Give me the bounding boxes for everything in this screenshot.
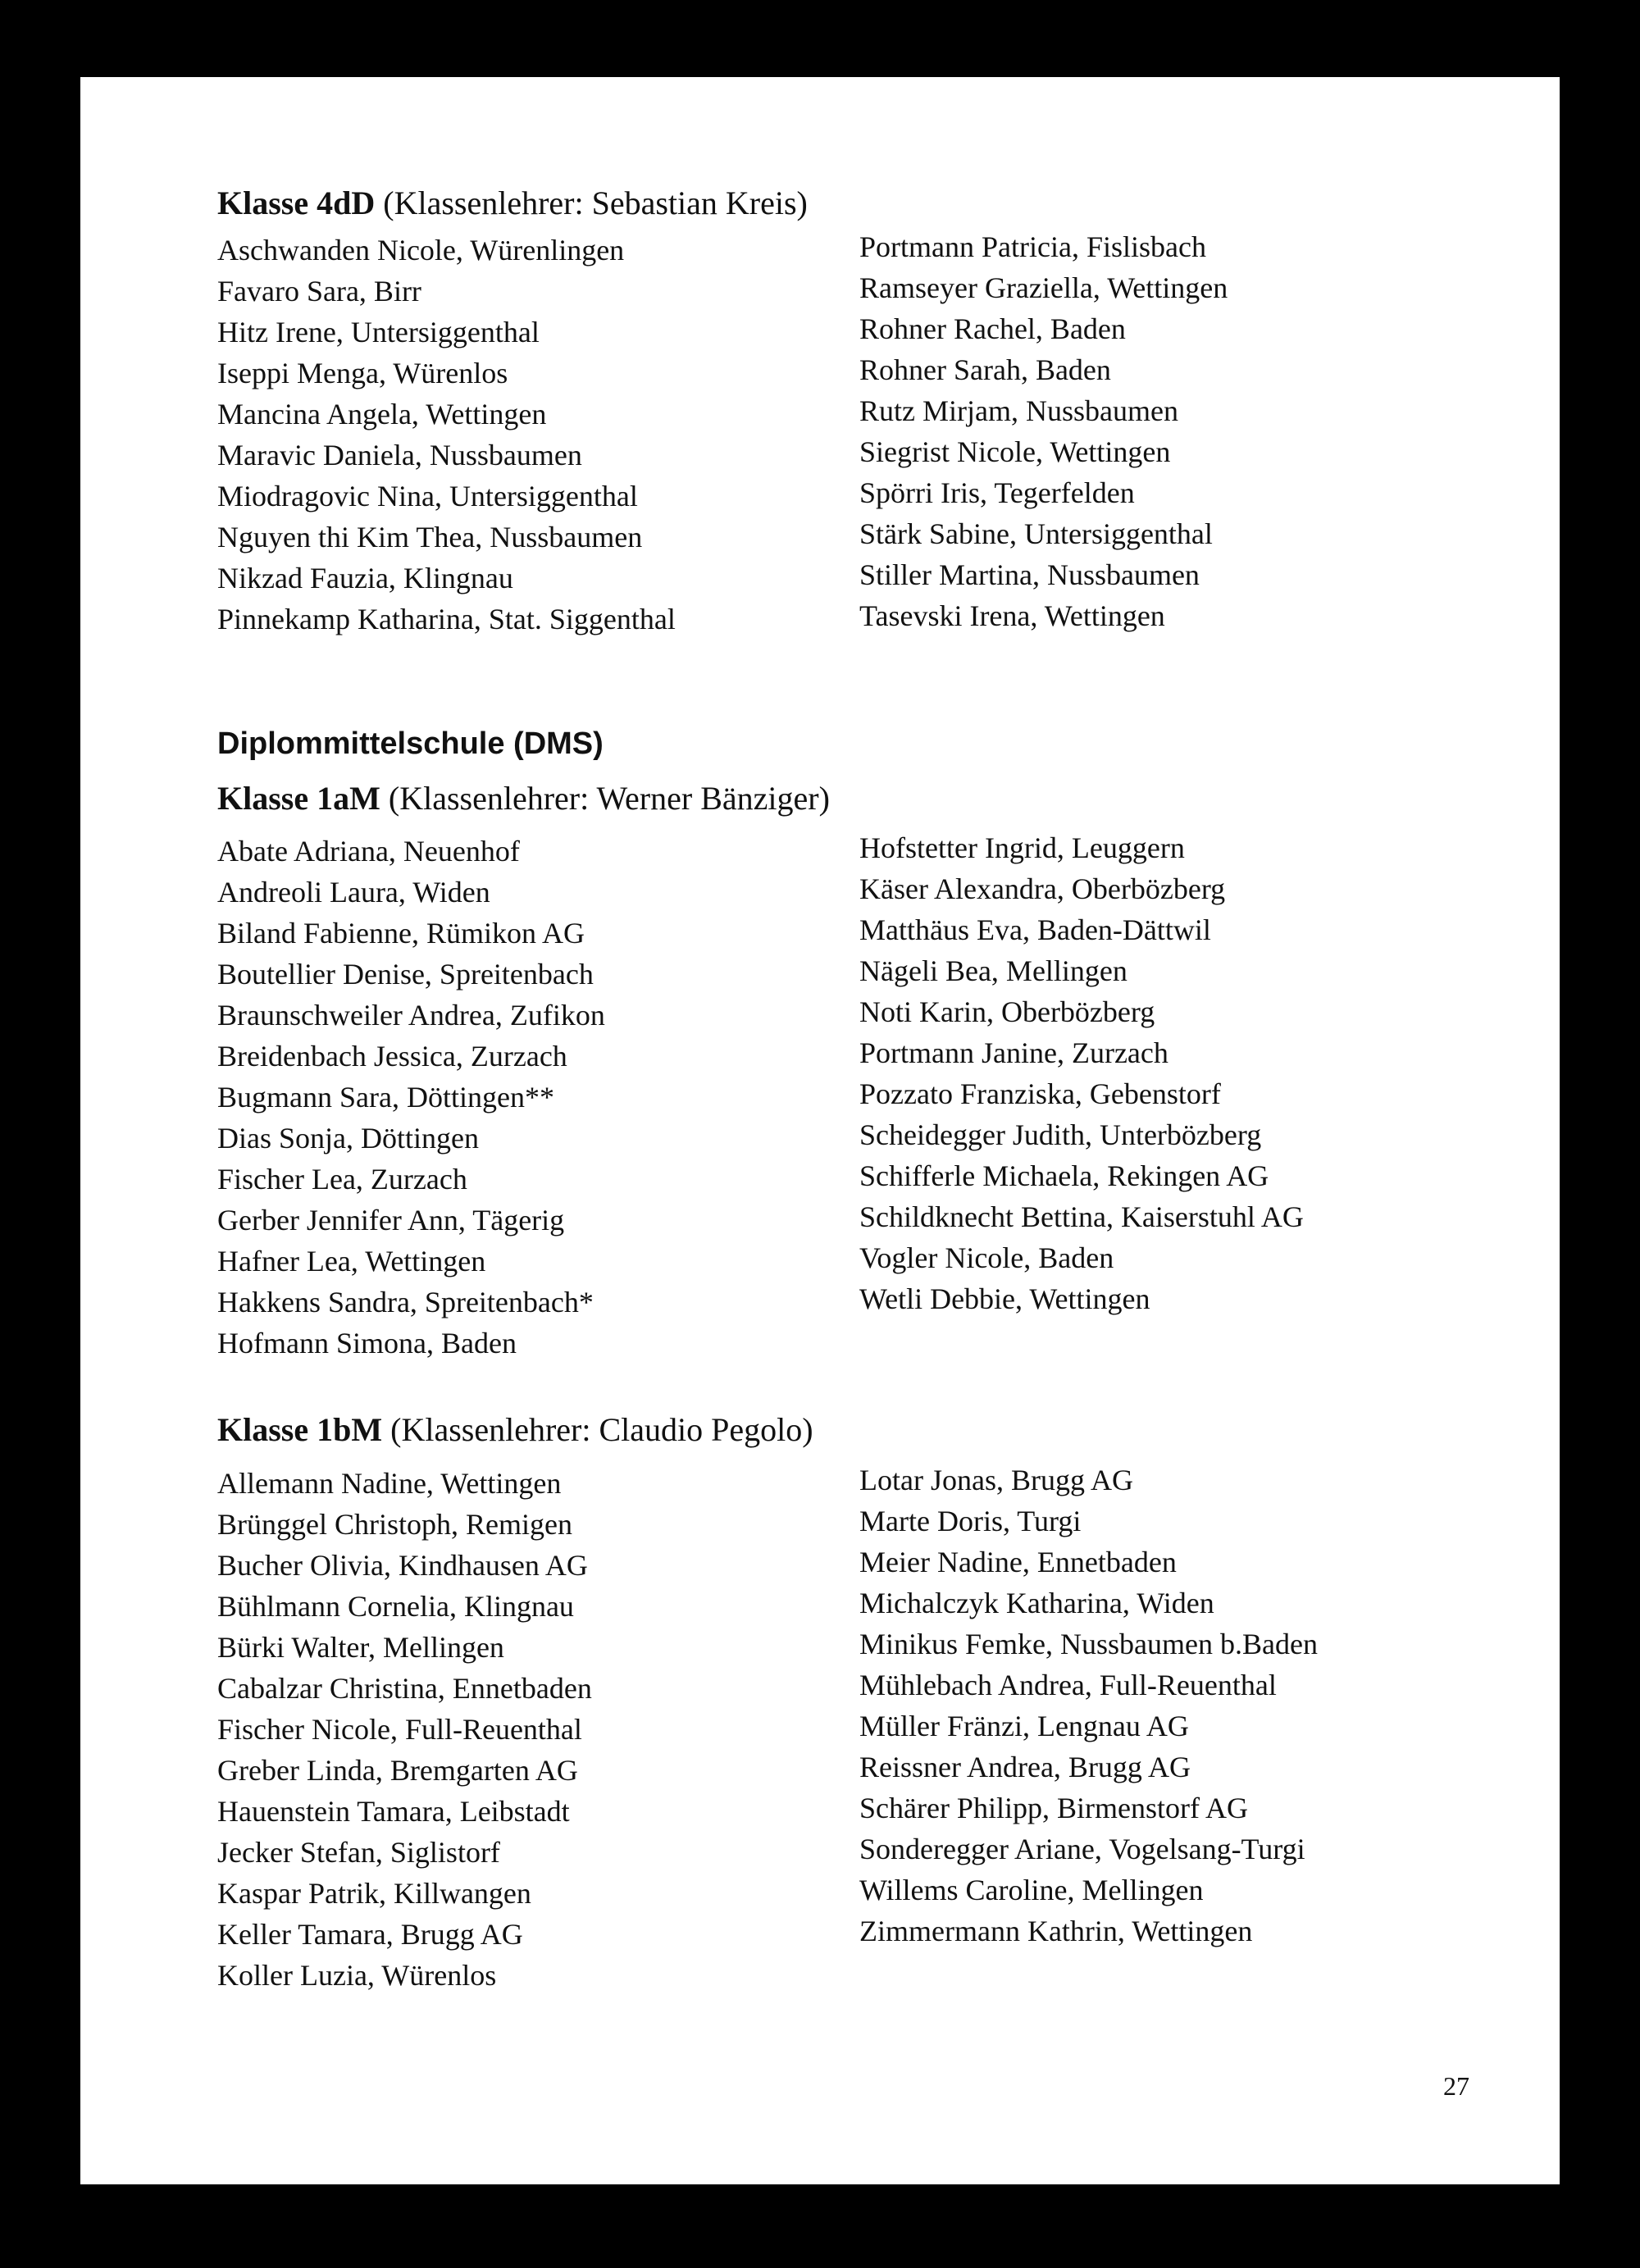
student-entry: Dias Sonja, Döttingen (217, 1122, 479, 1154)
student-entry: Schildknecht Bettina, Kaiserstuhl AG (859, 1200, 1304, 1233)
student-entry: Wetli Debbie, Wettingen (859, 1282, 1150, 1315)
student-entry: Bugmann Sara, Döttingen** (217, 1081, 554, 1114)
student-entry: Käser Alexandra, Oberbözberg (859, 872, 1226, 905)
student-list-right (859, 226, 1228, 636)
student-list-left (217, 230, 676, 640)
student-entry: Reissner Andrea, Brugg AG (859, 1751, 1191, 1783)
student-entry: Minikus Femke, Nussbaumen b.Baden (859, 1628, 1318, 1660)
class-name: Klasse 4dD (217, 184, 376, 221)
student-entry: Portmann Janine, Zurzach (859, 1036, 1168, 1069)
student-entry: Siegrist Nicole, Wettingen (859, 435, 1171, 468)
student-entry: Scheidegger Judith, Unterbözberg (859, 1118, 1262, 1151)
student-entry: Iseppi Menga, Würenlos (217, 357, 508, 389)
student-entry: Stärk Sabine, Untersiggenthal (859, 517, 1213, 550)
student-entry: Müller Fränzi, Lengnau AG (859, 1710, 1189, 1742)
class-teacher: (Klassenlehrer: Sebastian Kreis) (383, 184, 808, 221)
student-entry: Allemann Nadine, Wettingen (217, 1467, 562, 1500)
student-entry: Hitz Irene, Untersiggenthal (217, 316, 540, 348)
student-entry: Nguyen thi Kim Thea, Nussbaumen (217, 521, 643, 553)
student-entry: Pozzato Franziska, Gebenstorf (859, 1077, 1221, 1110)
student-entry: Breidenbach Jessica, Zurzach (217, 1040, 567, 1073)
student-list-left (217, 831, 605, 1364)
student-entry: Keller Tamara, Brugg AG (217, 1918, 523, 1951)
student-entry: Michalczyk Katharina, Widen (859, 1587, 1214, 1619)
student-entry: Meier Nadine, Ennetbaden (859, 1546, 1177, 1578)
student-entry: Rohner Sarah, Baden (859, 353, 1111, 386)
student-entry: Favaro Sara, Birr (217, 275, 421, 307)
student-entry: Zimmermann Kathrin, Wettingen (859, 1915, 1253, 1947)
student-entry: Pinnekamp Katharina, Stat. Siggenthal (217, 603, 676, 635)
page-number: 27 (1443, 2071, 1469, 2101)
student-entry: Ramseyer Graziella, Wettingen (859, 271, 1228, 304)
section-title: Diplommittelschule (DMS) (217, 726, 604, 761)
student-entry: Mancina Angela, Wettingen (217, 398, 547, 430)
class-heading (217, 1410, 813, 1449)
student-entry: Noti Karin, Oberbözberg (859, 995, 1155, 1028)
student-entry: Bürki Walter, Mellingen (217, 1631, 504, 1664)
student-entry: Kaspar Patrik, Killwangen (217, 1877, 531, 1910)
student-entry: Biland Fabienne, Rümikon AG (217, 917, 585, 950)
student-entry: Willems Caroline, Mellingen (859, 1874, 1204, 1906)
student-entry: Andreoli Laura, Widen (217, 876, 490, 909)
student-entry: Hofmann Simona, Baden (217, 1327, 517, 1359)
student-entry: Portmann Patricia, Fislisbach (859, 230, 1206, 263)
student-entry: Bucher Olivia, Kindhausen AG (217, 1549, 588, 1582)
student-entry: Schärer Philipp, Birmenstorf AG (859, 1792, 1248, 1824)
class-name: Klasse 1aM (217, 780, 380, 817)
student-entry: Jecker Stefan, Siglistorf (217, 1836, 500, 1869)
student-entry: Bühlmann Cornelia, Klingnau (217, 1590, 574, 1623)
student-entry: Fischer Lea, Zurzach (217, 1163, 467, 1195)
student-entry: Gerber Jennifer Ann, Tägerig (217, 1204, 565, 1236)
student-entry: Sonderegger Ariane, Vogelsang-Turgi (859, 1833, 1305, 1865)
student-entry: Matthäus Eva, Baden-Dättwil (859, 913, 1211, 946)
student-entry: Miodragovic Nina, Untersiggenthal (217, 480, 638, 512)
student-entry: Abate Adriana, Neuenhof (217, 835, 520, 868)
student-entry: Boutellier Denise, Spreitenbach (217, 958, 594, 991)
student-entry: Hakkens Sandra, Spreitenbach* (217, 1286, 594, 1318)
student-entry: Fischer Nicole, Full-Reuenthal (217, 1713, 582, 1746)
student-list-right (859, 827, 1304, 1319)
student-entry: Brünggel Christoph, Remigen (217, 1508, 572, 1541)
document-page (80, 77, 1560, 2184)
student-entry: Hofstetter Ingrid, Leuggern (859, 831, 1185, 864)
student-entry: Hafner Lea, Wettingen (217, 1245, 486, 1277)
student-entry: Nägeli Bea, Mellingen (859, 954, 1128, 987)
student-entry: Mühlebach Andrea, Full-Reuenthal (859, 1669, 1277, 1701)
class-heading (217, 184, 808, 222)
student-entry: Lotar Jonas, Brugg AG (859, 1464, 1133, 1496)
class-teacher: (Klassenlehrer: Werner Bänziger) (388, 780, 830, 817)
class-heading (217, 779, 830, 817)
student-entry: Schifferle Michaela, Rekingen AG (859, 1159, 1269, 1192)
student-entry: Braunschweiler Andrea, Zufikon (217, 999, 605, 1032)
student-entry: Rutz Mirjam, Nussbaumen (859, 394, 1178, 427)
student-list-left (217, 1463, 592, 1996)
class-name: Klasse 1bM (217, 1411, 383, 1448)
student-entry: Marte Doris, Turgi (859, 1505, 1082, 1537)
class-teacher: (Klassenlehrer: Claudio Pegolo) (390, 1411, 813, 1448)
student-entry: Hauenstein Tamara, Leibstadt (217, 1795, 570, 1828)
student-entry: Vogler Nicole, Baden (859, 1241, 1114, 1274)
student-entry: Cabalzar Christina, Ennetbaden (217, 1672, 592, 1705)
student-entry: Maravic Daniela, Nussbaumen (217, 439, 582, 471)
student-entry: Rohner Rachel, Baden (859, 312, 1126, 345)
student-entry: Aschwanden Nicole, Würenlingen (217, 234, 625, 266)
student-list-right (859, 1460, 1318, 1951)
student-entry: Nikzad Fauzia, Klingnau (217, 562, 513, 594)
student-entry: Stiller Martina, Nussbaumen (859, 558, 1200, 591)
student-entry: Tasevski Irena, Wettingen (859, 599, 1165, 632)
student-entry: Spörri Iris, Tegerfelden (859, 476, 1135, 509)
student-entry: Koller Luzia, Würenlos (217, 1959, 497, 1992)
student-entry: Greber Linda, Bremgarten AG (217, 1754, 578, 1787)
